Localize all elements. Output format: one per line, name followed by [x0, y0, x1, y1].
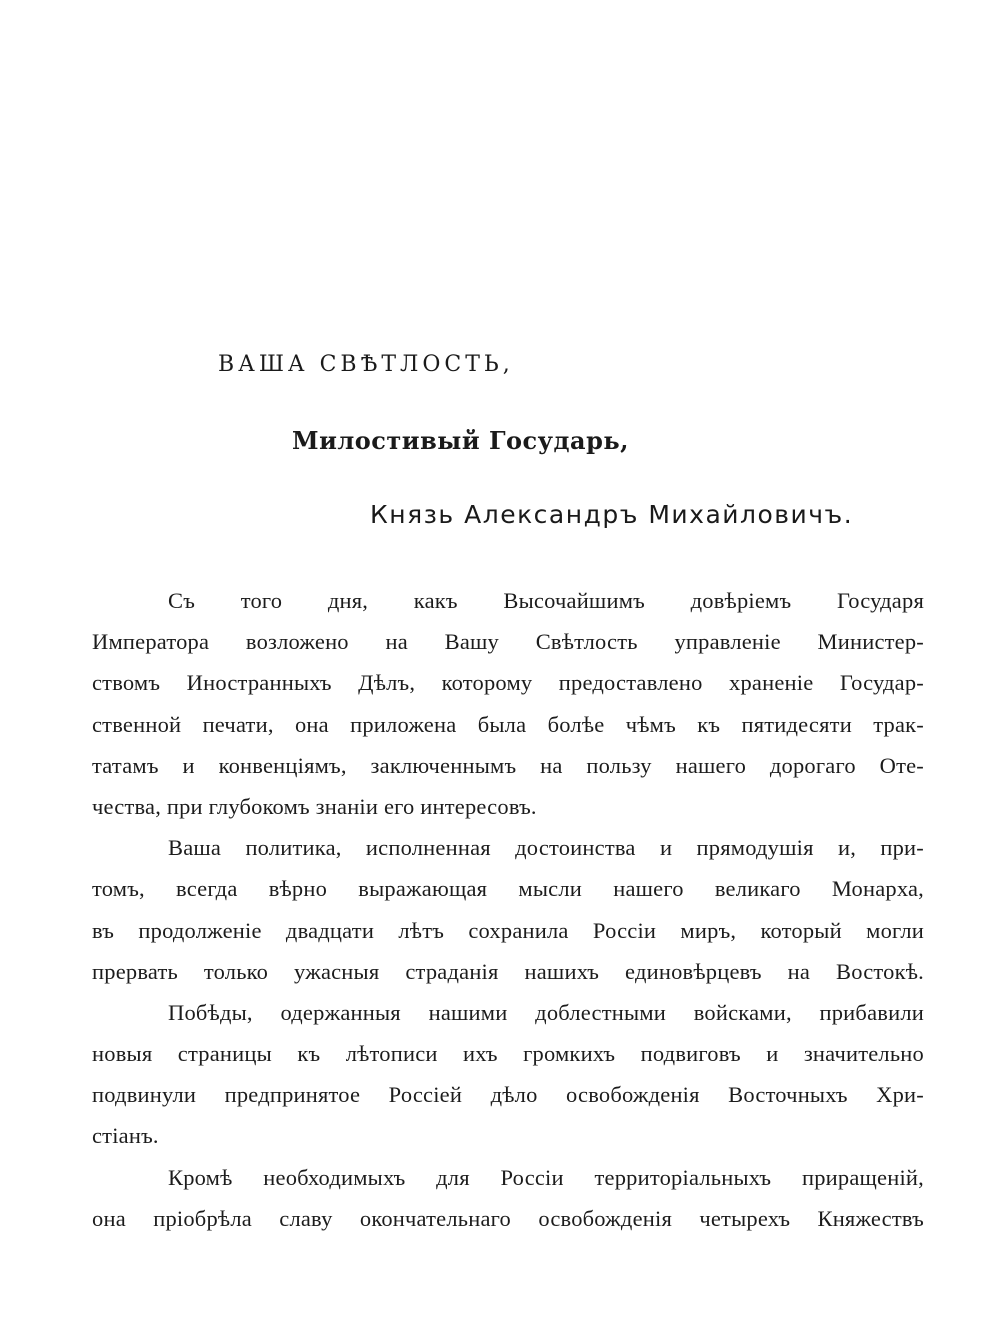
salutation-name: Князь Александръ Михайловичъ.: [370, 500, 854, 529]
body-line: ствомъ Иностранныхъ Дѣлъ, которому предоставлено храненіе Государ-: [92, 670, 924, 696]
body-line: въ продолженіе двадцати лѣтъ сохранила Россіи миръ, который могли: [92, 917, 924, 943]
body-line: ственной печати, она приложена была болѣе чѣмъ къ пятидесяти трак-: [92, 711, 924, 737]
body-line: Императора возложено на Вашу Свѣтлость управленіе Министер-: [92, 629, 924, 655]
body-line: Ваша политика, исполненная достоинства и прямодушія и, при-: [168, 835, 924, 861]
body-line: подвинули предпринятое Россіей дѣло освобожденія Восточныхъ Хри-: [92, 1082, 924, 1108]
body-line: Побѣды, одержанныя нашими доблестными войсками, прибавили: [168, 999, 924, 1025]
body-line: прервать только ужасныя страданія нашихъ единовѣрцевъ на Востокѣ.: [92, 958, 924, 984]
salutation-title: ВАША СВѢТЛОСТЬ,: [218, 352, 514, 377]
body-line: стіанъ.: [92, 1123, 159, 1149]
letter-body: [92, 580, 924, 1239]
body-line: чества, при глубокомъ знаніи его интересовъ.: [92, 793, 537, 819]
body-line: Кромѣ необходимыхъ для Россіи территоріальныхъ приращеній,: [168, 1164, 924, 1190]
body-line: татамъ и конвенціямъ, заключеннымъ на пользу нашего дорогаго Оте-: [92, 752, 924, 778]
salutation-address: Милостивый Государь,: [292, 426, 629, 455]
body-line: томъ, всегда вѣрно выражающая мысли нашего великаго Монарха,: [92, 876, 924, 902]
body-line: Съ того дня, какъ Высочайшимъ довѣріемъ Государя: [168, 588, 924, 613]
body-line: она пріобрѣла славу окончательнаго освобожденія четырехъ Княжествъ: [92, 1205, 924, 1231]
body-line: новыя страницы къ лѣтописи ихъ громкихъ подвиговъ и значительно: [92, 1041, 924, 1067]
